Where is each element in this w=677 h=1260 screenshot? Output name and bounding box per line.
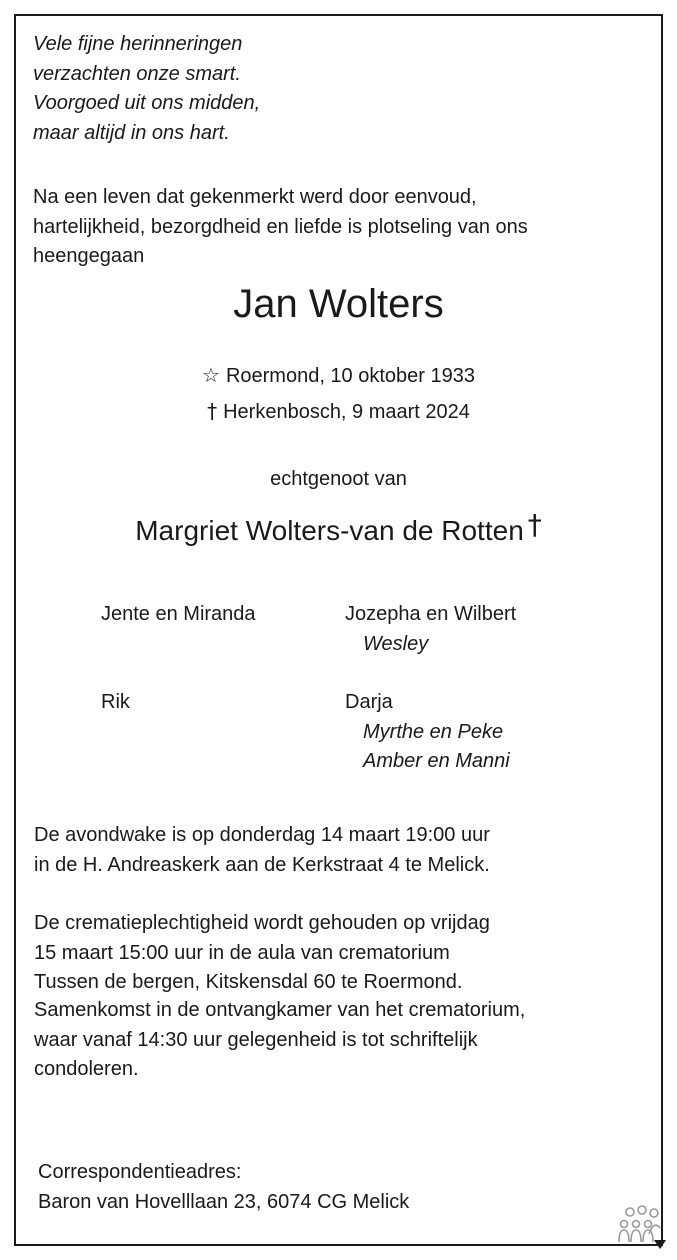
text-line: De crematieplechtigheid wordt gehouden op vrijdag <box>34 912 490 934</box>
poem-line: maar altijd in ons hart. <box>33 121 230 144</box>
cross-icon: † <box>207 399 218 423</box>
spouse-line <box>0 508 677 547</box>
spouse-name: Margriet Wolters-van de Rotten <box>135 515 524 546</box>
intro-text <box>33 183 528 272</box>
death-line <box>0 399 677 424</box>
text-line: waar vanaf 14:30 uur gelegenheid is tot schriftelijk <box>34 1028 478 1051</box>
grandchild: Wesley <box>363 632 429 655</box>
poem <box>33 30 260 148</box>
grandchild: Myrthe en Peke <box>363 720 504 743</box>
correspondence-address: Baron van Hovelllaan 23, 6074 CG Melick <box>38 1190 410 1213</box>
poem-line: Vele fijne herinneringen <box>33 33 243 55</box>
family-member: Jozepha en Wilbert <box>345 603 517 625</box>
crematie-text <box>34 909 490 998</box>
death-text: Herkenbosch, 9 maart 2024 <box>223 401 470 423</box>
text-line: condoleren. <box>34 1058 139 1080</box>
samenkomst-text <box>34 996 525 1085</box>
text-line: Tussen de bergen, Kitskensdal 60 te Roermond. <box>34 971 463 993</box>
avondwake-text <box>34 821 490 880</box>
birth-text: Roermond, 10 oktober 1933 <box>225 365 475 387</box>
poem-line: Voorgoed uit ons midden, <box>33 92 261 114</box>
grandchild: Amber en Manni <box>363 750 510 772</box>
deceased-name: Jan Wolters <box>233 282 444 326</box>
intro-line: hartelijkheid, bezorgdheid en liefde is plotseling van ons <box>33 215 528 238</box>
text-line: in de H. Andreaskerk aan de Kerkstraat 4 te Melick. <box>34 853 490 876</box>
poem-line: verzachten onze smart. <box>33 62 241 85</box>
cross-icon: † <box>527 508 542 541</box>
triangle-down-icon <box>654 1240 666 1249</box>
intro-line: heengegaan <box>33 245 145 267</box>
star-icon: ☆ <box>202 363 220 387</box>
family-group <box>345 688 510 777</box>
intro-line: Na een leven dat gekenmerkt werd door eenvoud, <box>33 186 477 208</box>
people-group-icon <box>616 1204 666 1250</box>
text-line: Samenkomst in de ontvangkamer van het crematorium, <box>34 999 526 1021</box>
spouse-label: echtgenoot van <box>270 468 407 490</box>
family-member: Jente en Miranda <box>101 603 256 625</box>
correspondence-label: Correspondentieadres: <box>38 1161 242 1183</box>
birth-line <box>0 363 677 388</box>
family-member: Rik <box>101 691 130 713</box>
family-member: Darja <box>345 691 393 713</box>
family-group <box>345 600 516 659</box>
text-line: De avondwake is op donderdag 14 maart 19:00 uur <box>34 824 490 846</box>
text-line: 15 maart 15:00 uur in de aula van crematorium <box>34 941 450 964</box>
correspondence <box>38 1158 409 1217</box>
